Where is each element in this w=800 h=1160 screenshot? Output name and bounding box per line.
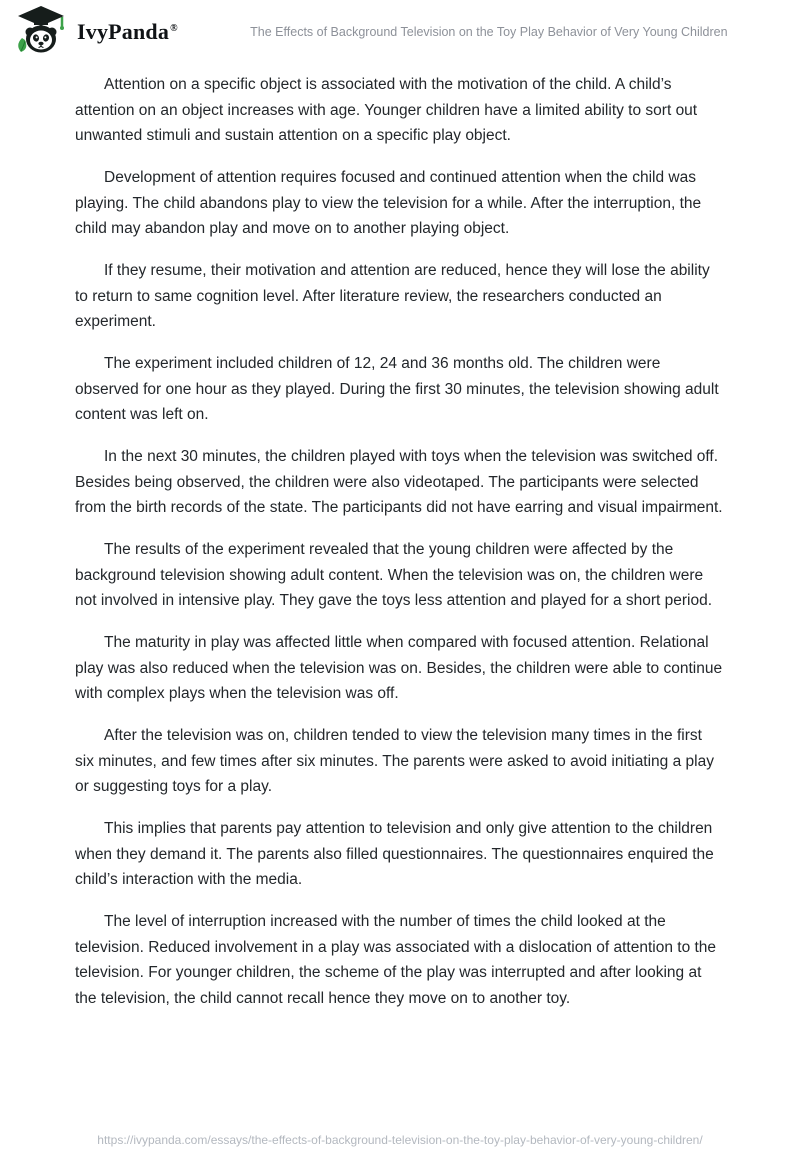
document-title: The Effects of Background Television on the Toy Play Behavior of Very Young Children [250, 24, 728, 39]
paragraph: The maturity in play was affected little when compared with focused attention. Relational play was also reduced when the television was on. Besides, the children were able to continue with complex plays when the television was off. [75, 634, 723, 702]
paragraph: The results of the experiment revealed that the young children were affected by the background television showing adult content. When the television was on, the children were not involved in intensive play. They gave the toys less attention and played for a short period. [75, 541, 713, 609]
ivypanda-logo[interactable] [14, 5, 178, 60]
article-body [0, 64, 800, 1011]
paragraph: After the television was on, children tended to view the television many times in the first six minutes, and few times after six minutes. The parents were asked to avoid initiating a play or suggesting toys for a play. [75, 727, 714, 795]
paragraph: If they resume, their motivation and attention are reduced, hence they will lose the ability to return to same cognition level. After literature review, the researchers conducted an experiment. [75, 262, 710, 330]
paragraph: The level of interruption increased with the number of times the child looked at the television. Reduced involvement in a play was associated with a dislocation of attention to the television. For younger children, the scheme of the play was interrupted and after looking at the television, the child cannot recall hence they move on to another toy. [75, 913, 717, 1007]
paragraph: Attention on a specific object is associated with the motivation of the child. A child’s attention on an object increases with age. Younger children have a limited ability to sort out unwanted stimuli and sustain attention on a specific play object. [75, 76, 698, 144]
paragraph: Development of attention requires focused and continued attention when the child was playing. The child abandons play to view the television for a while. After the interruption, the child may abandon play and move on to another playing object. [75, 169, 702, 237]
paragraph: In the next 30 minutes, the children played with toys when the television was switched off. Besides being observed, the children were also videotaped. The participants were selected from the birth records of the state. The participants did not have earring and visual impairment. [75, 448, 723, 516]
paragraph: The experiment included children of 12, 24 and 36 months old. The children were observed for one hour as they played. During the first 30 minutes, the television showing adult content was left on. [75, 355, 719, 423]
ivypanda-panda-graduation-cap-icon [14, 5, 68, 60]
registered-trademark: ® [170, 22, 178, 34]
brand-name: IvyPanda® [77, 19, 178, 44]
page-header [0, 0, 800, 64]
source-url: https://ivypanda.com/essays/the-effects-of-background-television-on-the-toy-play-behavior-of-very-young-children/ [97, 1133, 703, 1147]
paragraph: This implies that parents pay attention to television and only give attention to the children when they demand it. The parents also filled questionnaires. The questionnaires enquired the child’s interaction with the media. [75, 820, 714, 888]
